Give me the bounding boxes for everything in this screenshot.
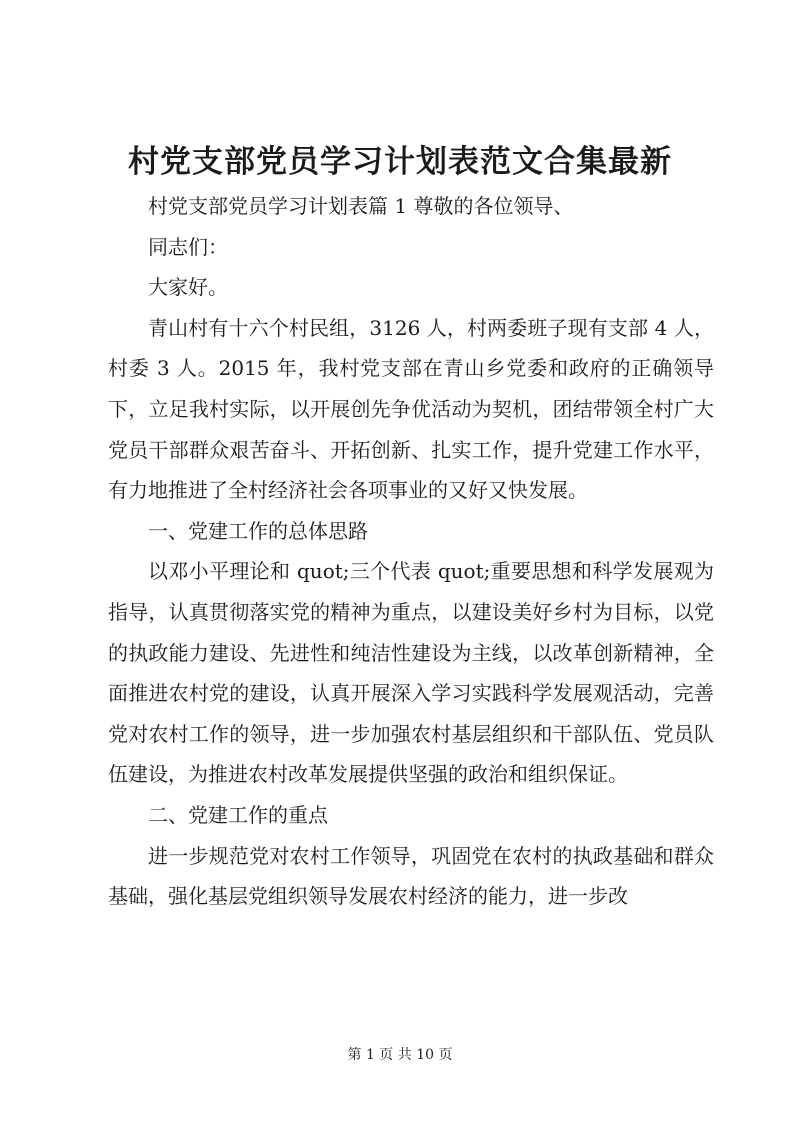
- section-heading-general-approach: 一、党建工作的总体思路: [148, 518, 368, 543]
- paragraph-greeting-line1: 村党支部党员学习计划表篇 1 尊敬的各位领导、: [148, 194, 574, 218]
- paragraph-greeting-line2: 同志们：: [148, 234, 228, 259]
- paragraph-village-overview: 青山村有十六个村民组，3126 人，村两委班子现有支部 4 人，村委 3 人。2015 年，我村党支部在青山乡党委和政府的正确领导下，立足我村实际，以开展创先争优活动为契机，团结带领全村广大党员干部群众艰苦奋斗、开拓创新、扎实工作，提升党建工作水平，有力地推进了全村经济社会各项事业的又好又快发展。: [108, 315, 714, 503]
- paragraph-greeting-line3: 大家好。: [148, 275, 228, 300]
- paragraph-key-points: 进一步规范党对农村工作领导，巩固党在农村的执政基础和群众基础，强化基层党组织领导发展农村经济的能力，进一步改: [108, 843, 714, 909]
- document-body: [108, 186, 714, 917]
- page-number-footer: 第 1 页 共 10 页: [347, 1047, 453, 1063]
- paragraph-general-approach: 以邓小平理论和 quot;三个代表 quot;重要思想和科学发展观为指导，认真贯彻落实党的精神为重点，以建设美好乡村为目标，以党的执政能力建设、先进性和纯洁性建设为主线，以改革创新精神，全面推进农村党的建设，认真开展深入学习实践科学发展观活动，完善党对农村工作的领导，进一步加强农村基层组织和干部队伍、党员队伍建设，为推进农村改革发展提供坚强的政治和组织保证。: [108, 559, 714, 787]
- section-heading-key-points: 二、党建工作的重点: [148, 802, 328, 827]
- document-title: 村党支部党员学习计划表范文合集最新: [128, 144, 672, 180]
